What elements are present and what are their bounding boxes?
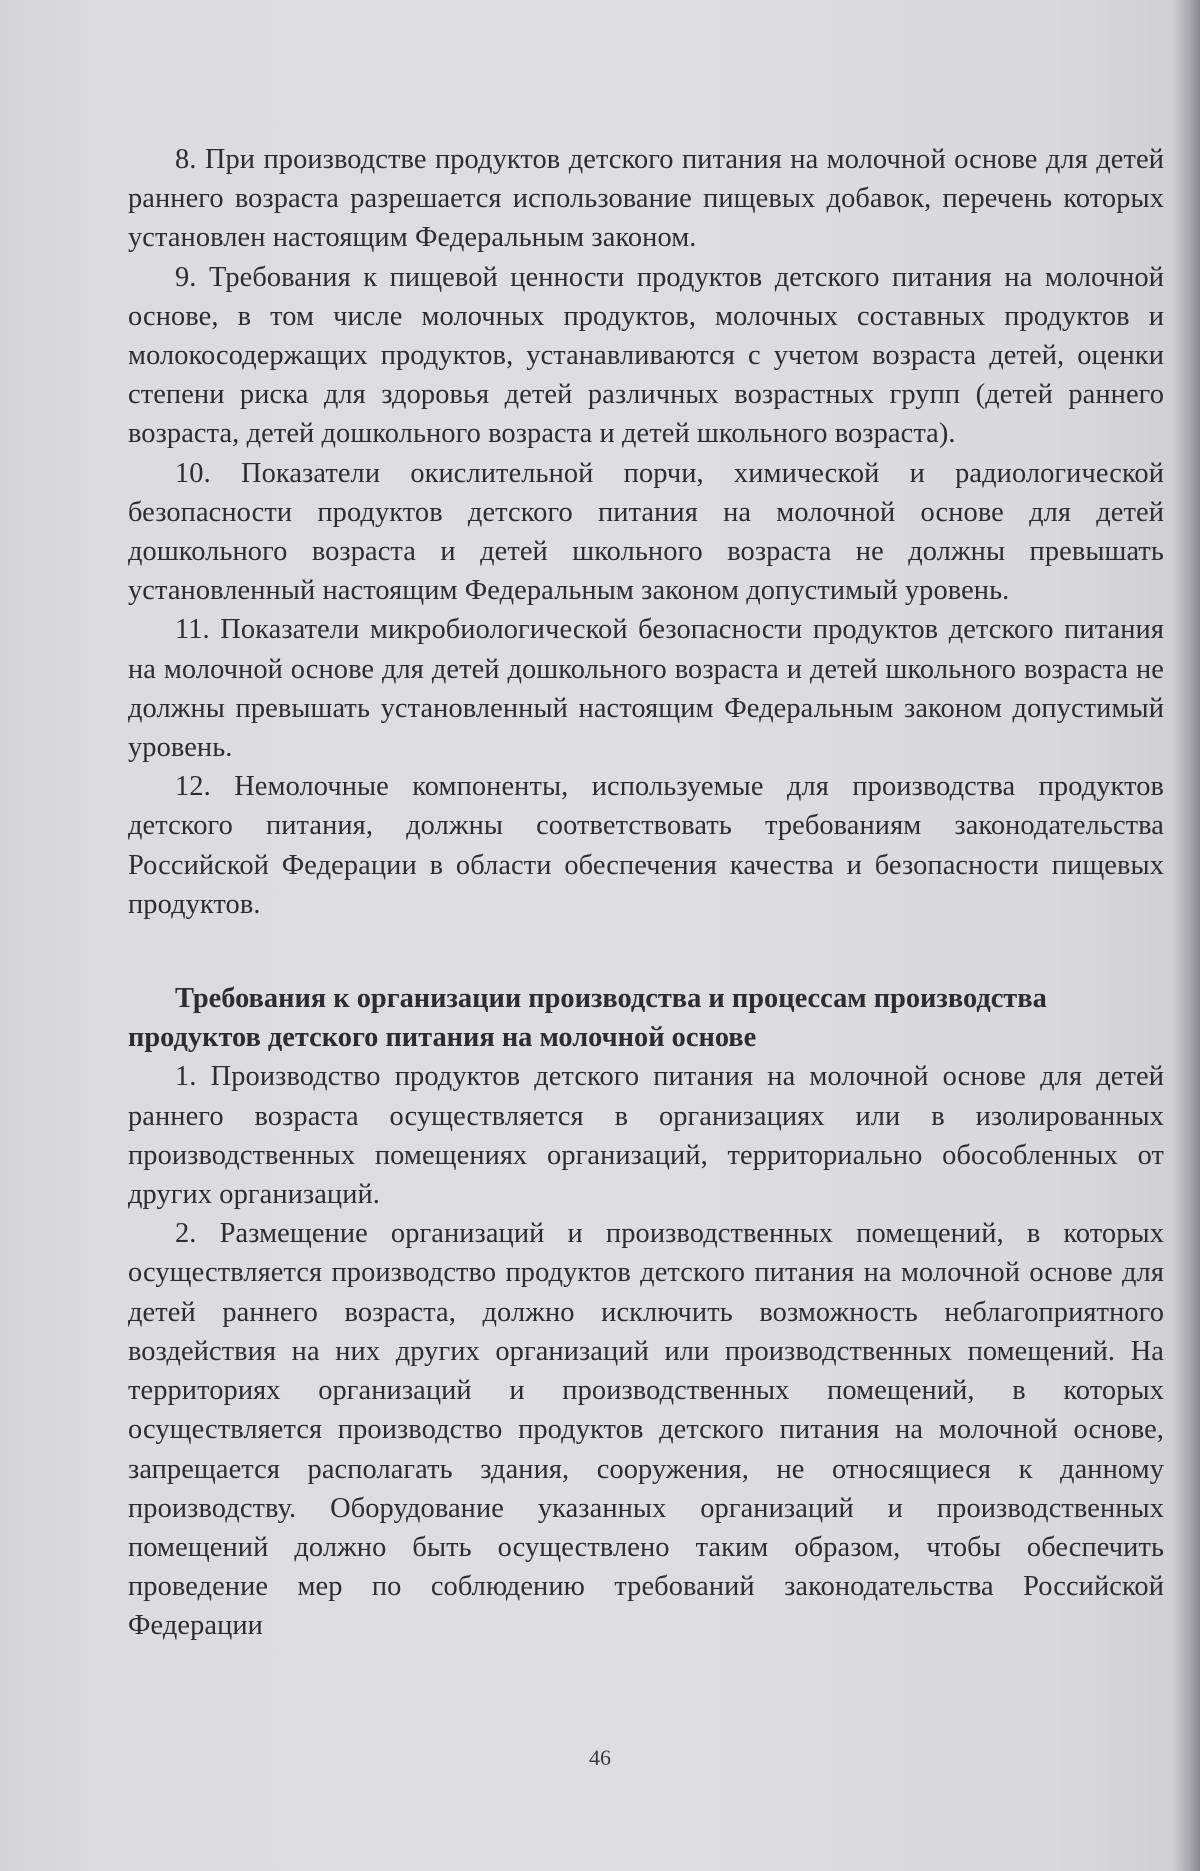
paragraph-9: 9. Требования к пищевой ценности продуктов детского питания на молочной основе, в том числе молочных продуктов, молочных составных продуктов и молокосодержащих продуктов, устанавливаются с учетом возраста детей, оценки степени риска для здоровья детей различных возрастных групп (детей раннего возраста, детей дошкольного возраста и детей школьного возраста). [128, 261, 1164, 450]
paragraph-8: 8. При производстве продуктов детского питания на молочной основе для детей раннего возраста разрешается использование пищевых добавок, перечень которых установлен настоящим Федеральным законом. [128, 144, 1164, 254]
page-number: 46 [589, 1745, 611, 1770]
paragraph-10: 10. Показатели окислительной порчи, химической и радиологической безопасности продуктов детского питания на молочной основе для детей дошкольного возраста и детей школьного возраста не должны превышать установленный настоящим Федеральным законом допустимый уровень. [128, 457, 1164, 607]
paragraph-12: 12. Немолочные компоненты, используемые для производства продуктов детского питания, должны соответствовать требованиям законодательства Российской Федерации в области обеспечения качества и безопасности пищевых продуктов. [128, 771, 1164, 920]
section-heading: Требования к организации производства и процессам производства продуктов детского питания на молочной основе [128, 983, 1047, 1054]
paragraph-11: 11. Показатели микробиологической безопасности продуктов детского питания на молочной основе для детей дошкольного возраста и детей школьного возраста не должны превышать установленный настоящим Федеральным законом допустимый уровень. [128, 614, 1164, 764]
page-edge-shadow [1172, 0, 1200, 1871]
section-paragraph-2: 2. Размещение организаций и производственных помещений, в которых осуществляется производство продуктов детского питания на молочной основе для детей раннего возраста, должно исключить возможность неблагоприятного воздействия на них других организаций или производственных помещений. На территориях организаций и производственных помещений, в которых осуществляется производство продуктов детского питания на молочной основе, запрещается располагать здания, сооружения, не относящиеся к данному производству. Оборудование указанных организаций и производственных помещений должно быть осуществлено таким образом, чтобы обеспечить проведение мер по соблюдению требований законодательства Российской Федерации [128, 1218, 1164, 1642]
document-body [128, 140, 1164, 1646]
section-paragraph-1: 1. Производство продуктов детского питания на молочной основе для детей раннего возраста осуществляется в организациях или в изолированных производственных помещениях организаций, территориально обособленных от других организаций. [128, 1061, 1164, 1211]
